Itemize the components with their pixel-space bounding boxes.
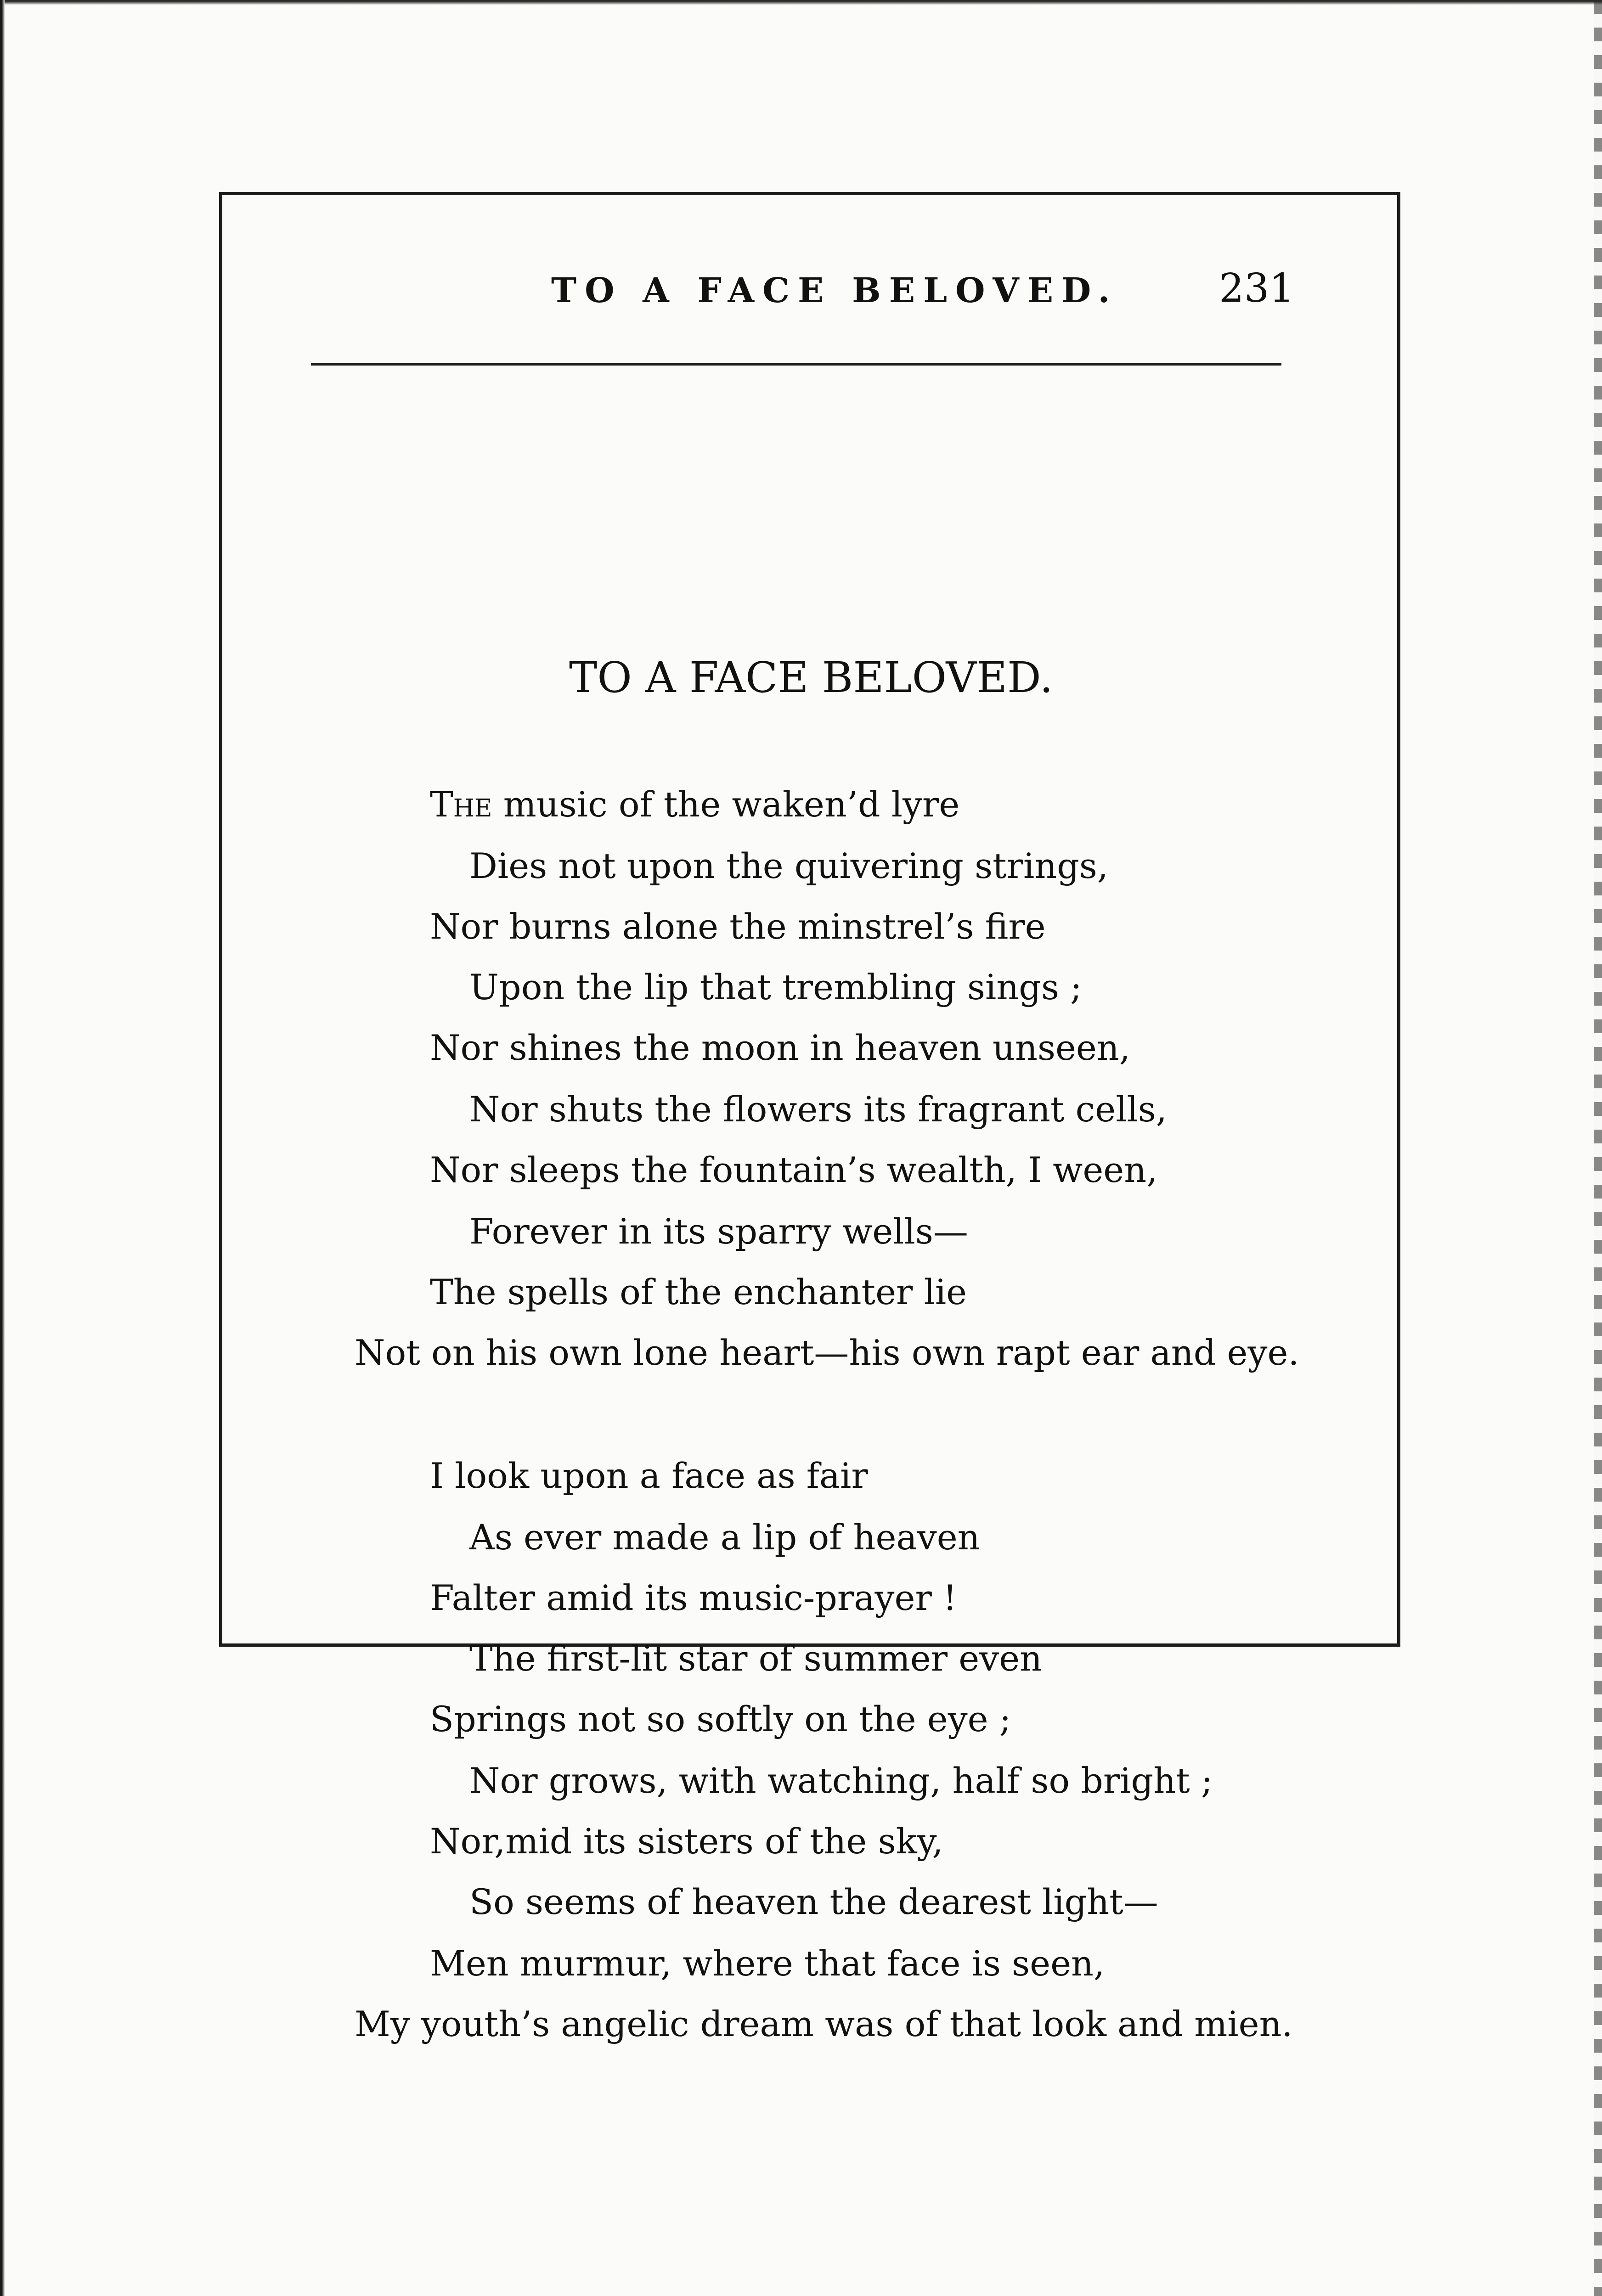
poem-line: Nor shines the moon in heaven unseen, <box>430 1027 1131 1068</box>
page-number: 231 <box>1219 265 1295 311</box>
poem-line: My youth’s angelic dream was of that look and mien. <box>355 2003 1293 2044</box>
poem-line: Springs not so softly on the eye ; <box>430 1699 1011 1739</box>
poem-line-lead-word: The <box>430 784 492 825</box>
poem-line: Forever in its sparry wells— <box>469 1211 968 1252</box>
poem-line: So seems of heaven the dearest light— <box>469 1881 1158 1922</box>
poem-line: Upon the lip that trembling sings ; <box>469 967 1082 1007</box>
scan-edge-left <box>0 0 5 2296</box>
poem-line <box>430 784 960 825</box>
scan-edge-top <box>0 0 1602 5</box>
poem-line: Nor burns alone the minstrel’s fire <box>430 906 1046 947</box>
poem-line: Dies not upon the quivering strings, <box>469 845 1109 886</box>
poem-line: Nor shuts the flowers its fragrant cells, <box>469 1089 1167 1130</box>
running-head-title: TO A FACE BELOVED. <box>551 271 1118 310</box>
poem-line-rest: music of the waken’d lyre <box>492 784 960 825</box>
poem-line: Nor,mid its sisters of the sky, <box>430 1821 943 1862</box>
poem-line: Nor sleeps the fountain’s wealth, I ween, <box>430 1149 1158 1190</box>
poem-line: I look upon a face as fair <box>430 1455 868 1496</box>
poem-line: The first-lit star of summer even <box>469 1638 1043 1679</box>
poem-title: TO A FACE BELOVED. <box>569 653 1053 702</box>
poem-line: The spells of the enchanter lie <box>430 1272 967 1312</box>
poem-line: Not on his own lone heart—his own rapt ear and eye. <box>355 1332 1299 1373</box>
poem-line: Men murmur, where that face is seen, <box>430 1943 1105 1984</box>
scan-edge-right <box>1594 0 1602 2296</box>
poem-line: As ever made a lip of heaven <box>469 1517 980 1558</box>
header-rule <box>311 363 1281 366</box>
poem-line: Falter amid its music-prayer ! <box>430 1577 957 1618</box>
poem-line: Nor grows, with watching, half so bright ; <box>469 1760 1213 1801</box>
